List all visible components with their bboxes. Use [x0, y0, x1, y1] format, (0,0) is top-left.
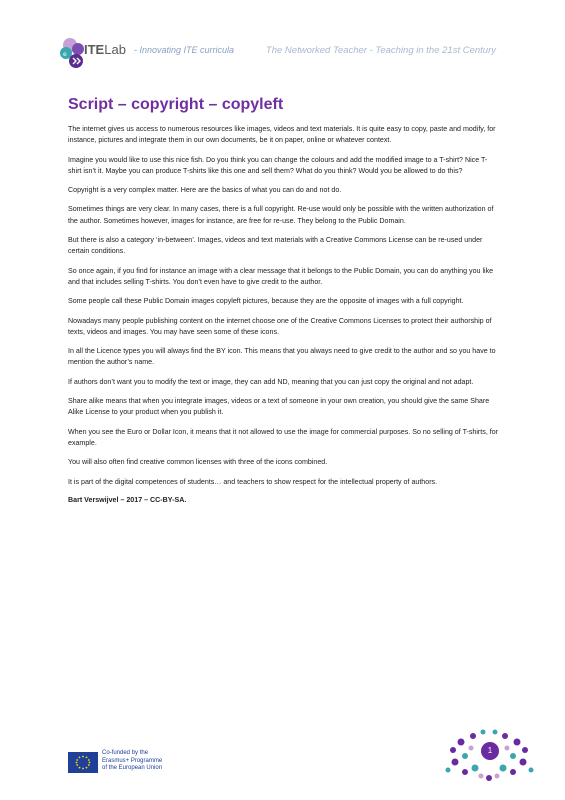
page-number: 1	[481, 742, 499, 760]
paragraph: Share alike means that when you integrate images, videos or a text of someone in your own creation, you should give the same Share Alike License to your product when you publish it.	[68, 397, 490, 417]
document-body	[68, 96, 500, 504]
eu-line-3: of the European Union	[102, 765, 163, 771]
paragraph: You will also often find creative common licenses with three of the icons combined.	[68, 458, 328, 467]
brand-lab: Lab	[104, 42, 126, 57]
header-course-title: The Networked Teacher - Teaching in the 21st Century	[265, 45, 496, 56]
paragraph: But there is also a category ‘in-between’. Images, videos and text materials with a Creative Commons License can be re-used under certain conditions.	[68, 236, 483, 256]
paragraph: The internet gives us access to numerous resources like images, videos and text materials. It is quite easy to copy, paste and modify, for instance, pictures and integrate them in our own documents, be it on paper, online or whatever context.	[68, 125, 496, 145]
document-title: Script – copyright – copyleft	[68, 96, 284, 113]
eu-funding-notice	[68, 750, 188, 776]
paragraph: Nowadays many people publishing content on the internet choose one of the Creative Commons Licenses to protect their authorship of texts, videos and images. You may have seen some of these icons.	[68, 316, 492, 336]
paragraph: Imagine you would like to use this nice fish. Do you think you can change the colours and add the modified image to a T-shirt? Nice T-shirt isn’t it. Maybe you can produce T-shirts like this one and sell them? What do you think? Would you be allowed to do this?	[68, 155, 488, 175]
author-signature: Bart Verswijvel – 2017 – CC-BY-SA.	[68, 495, 187, 504]
paragraph: So once again, if you find for instance an image with a clear message that it belongs to the Public Domain, you can do anything you like and that includes selling T-shirts. You don’t even have to give credit to the author.	[68, 266, 494, 286]
paragraph: If authors don’t want you to modify the text or image, they can add ND, meaning that you can just copy the original and not adapt.	[68, 377, 474, 386]
eu-line-1: Co-funded by the	[102, 750, 149, 756]
eu-line-2: Erasmus+ Programme	[102, 757, 163, 764]
eu-flag-icon	[68, 752, 98, 773]
page-header	[0, 0, 565, 80]
paragraph: Some people call these Public Domain images copyleft pictures, because they are the opposite of images with a full copyright.	[68, 297, 464, 306]
brand-name	[84, 42, 126, 57]
paragraph: Sometimes things are very clear. In many cases, there is a full copyright. Re-use would only be possible with the written authorization of the author. Sometimes however, images for instance, are free for re-use. They belong to the Public Domain.	[68, 205, 494, 225]
footer-decoration	[445, 728, 540, 783]
paragraph: Copyright is a very complex matter. Here are the basics of what you can do and not do.	[68, 186, 342, 195]
svg-text:e: e	[63, 51, 67, 58]
paragraph: It is part of the digital competences of students… and teachers to show respect for the intellectual property of authors.	[68, 477, 438, 486]
paragraph: In all the Licence types you will always find the BY icon. This means that you always need to give credit to the author and so you have to mention the author’s name.	[68, 347, 496, 367]
paragraph: When you see the Euro or Dollar Icon, it means that it not allowed to use the image for commercial purposes. So no selling of T-shirts, for example.	[68, 427, 499, 447]
eu-funding-text	[102, 750, 192, 773]
brand-main: ITE	[84, 42, 105, 57]
brand-tagline: - Innovating ITE curricula	[134, 45, 235, 55]
